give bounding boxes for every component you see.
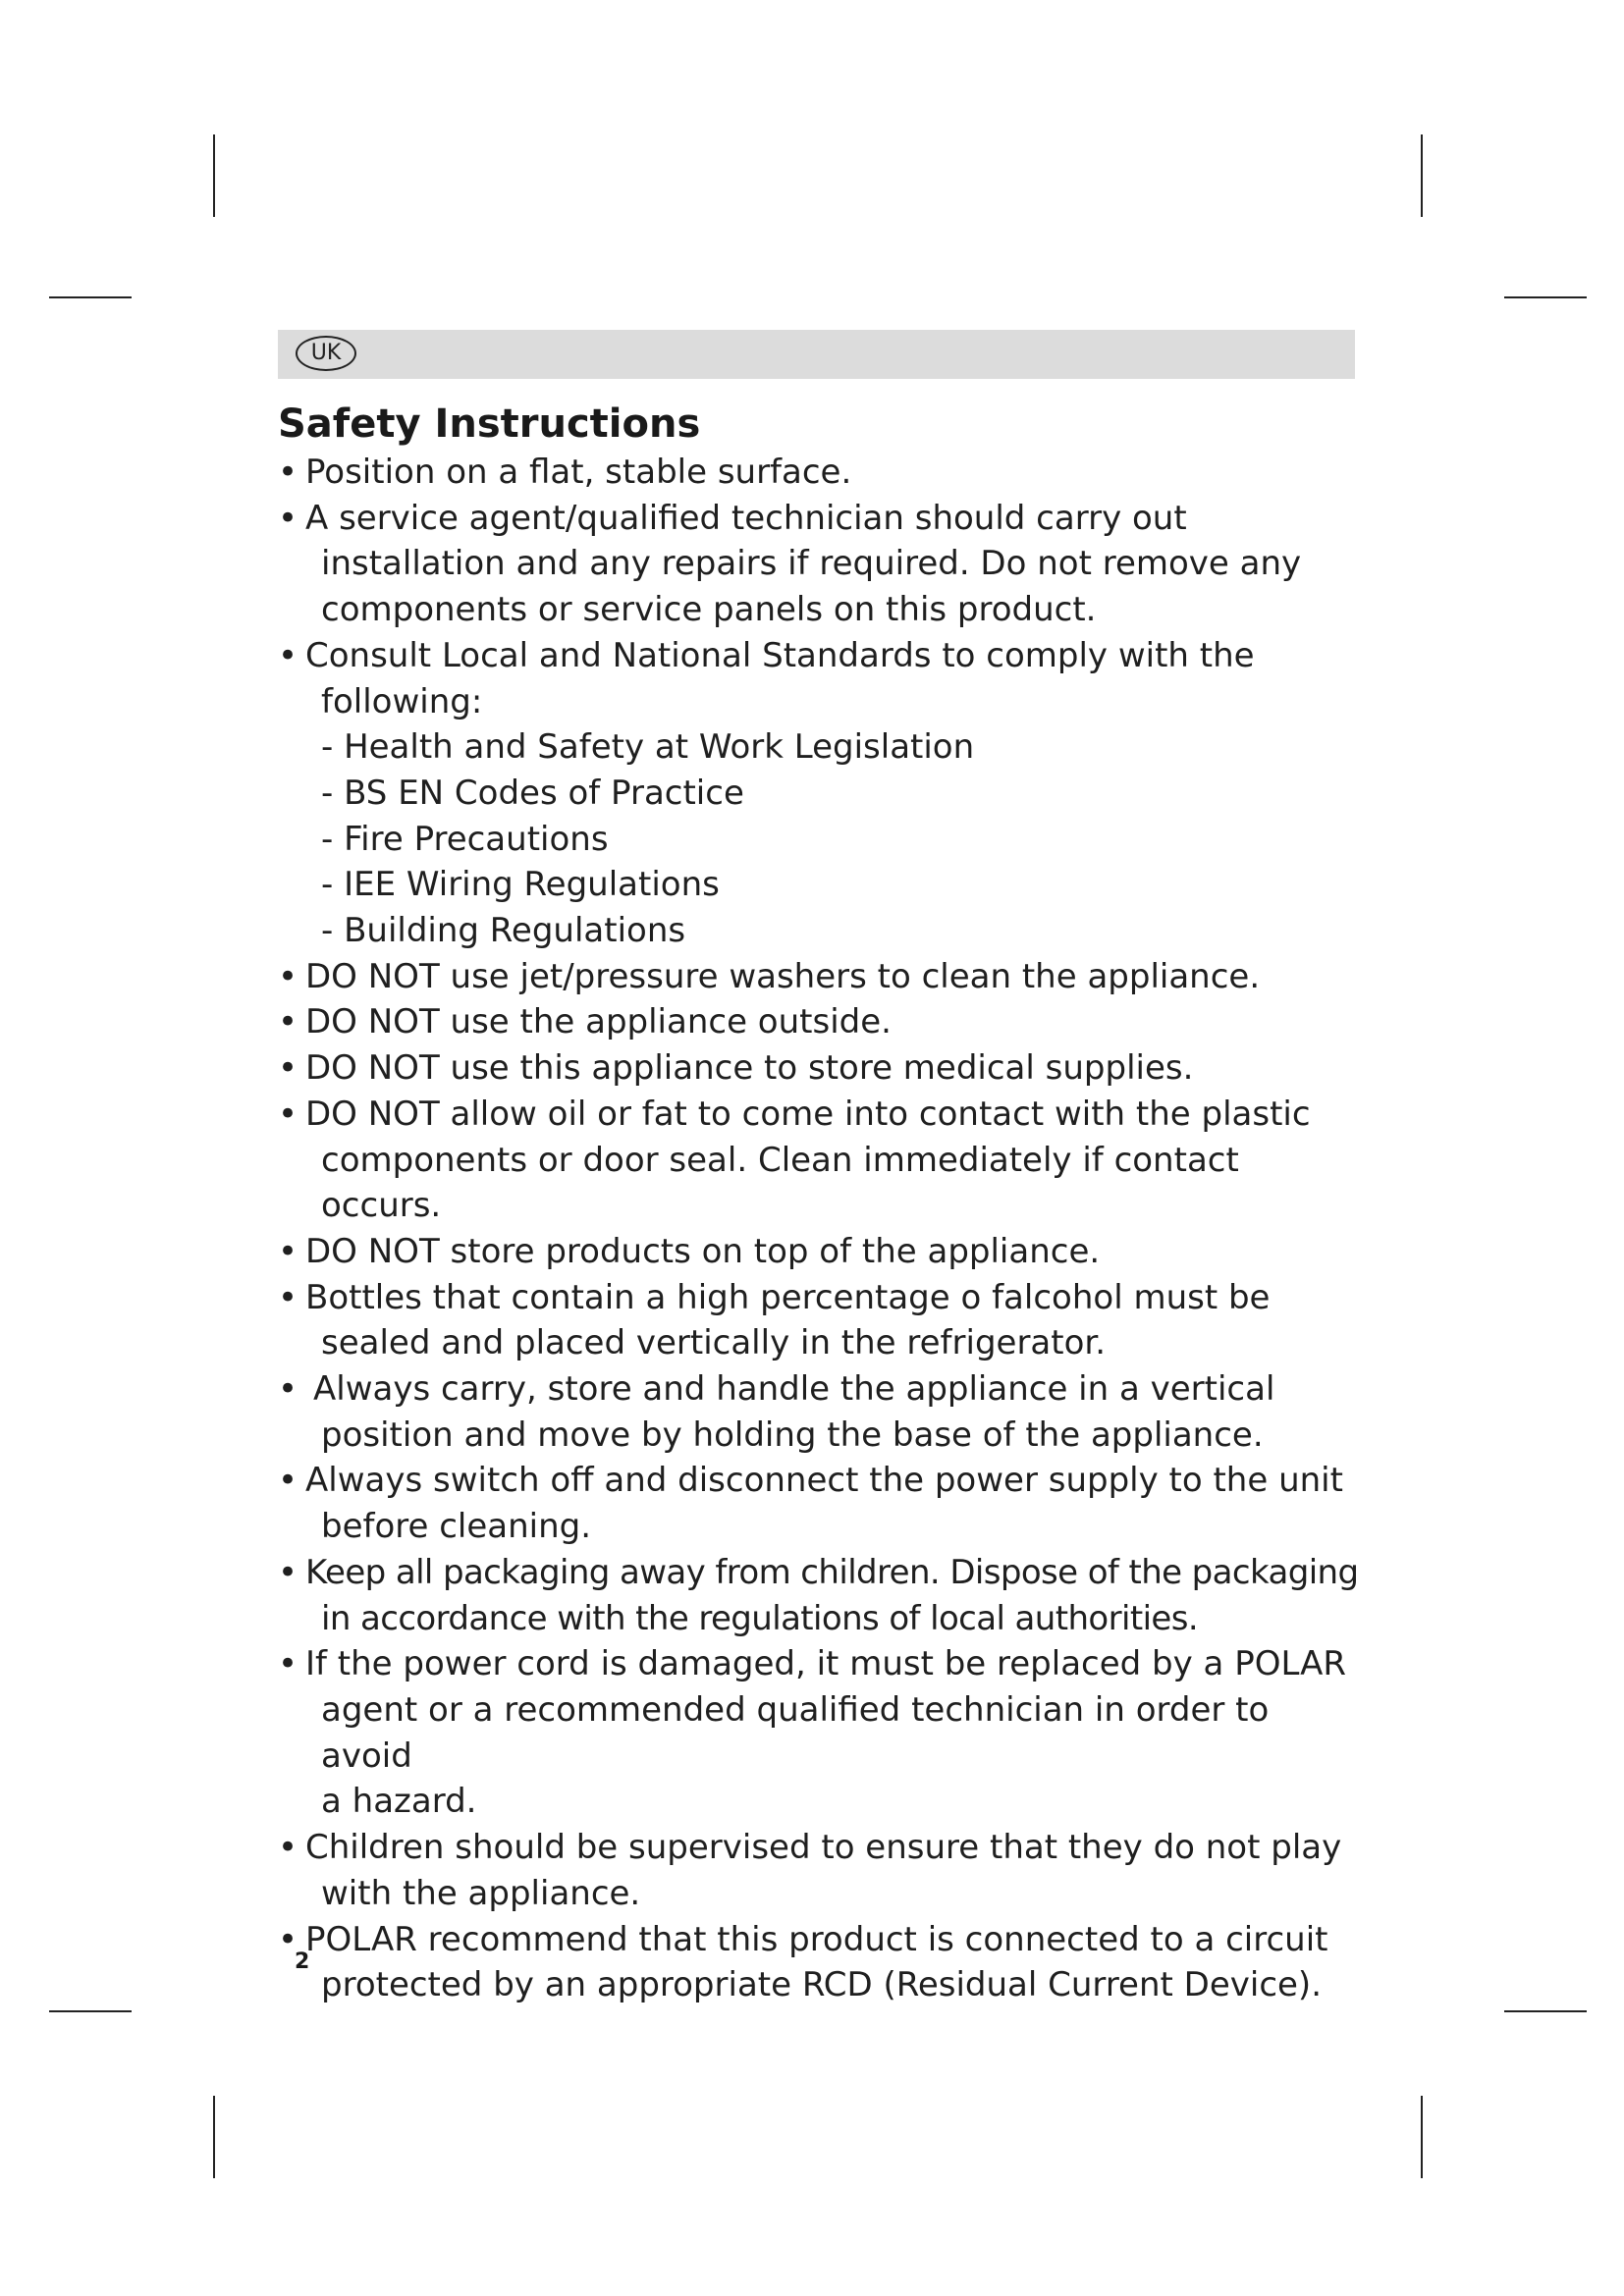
list-item: • DO NOT use this appliance to store medical supplies.: [278, 1048, 1194, 1089]
list-item-continuation: installation and any repairs if required. Do not remove any: [321, 544, 1302, 584]
list-item-continuation: components or service panels on this product.: [321, 590, 1097, 630]
sub-list-item: - BS EN Codes of Practice: [321, 773, 744, 813]
list-item: • Consult Local and National Standards to comply with the: [278, 635, 1255, 675]
list-item: • Keep all packaging away from children. Dispose of the packaging: [278, 1552, 1359, 1592]
sub-list-item: - Health and Safety at Work Legislation: [321, 727, 975, 768]
list-item: • Bottles that contain a high percentage o falcohol must be: [278, 1277, 1271, 1317]
list-item-continuation: position and move by holding the base of the appliance.: [321, 1415, 1264, 1455]
list-item-continuation: with the appliance.: [321, 1873, 641, 1913]
crop-mark-top-right-horizontal: [1504, 296, 1587, 298]
list-item: • If the power cord is damaged, it must be replaced by a POLAR: [278, 1644, 1347, 1684]
page-title: Safety Instructions: [278, 401, 701, 447]
list-item-continuation: sealed and placed vertically in the refrigerator.: [321, 1323, 1107, 1363]
list-item: • A service agent/qualified technician should carry out: [278, 498, 1187, 538]
page-number: 2: [295, 1949, 310, 1974]
list-item-continuation: before cleaning.: [321, 1507, 592, 1547]
list-item: • POLAR recommend that this product is connected to a circuit: [278, 1919, 1328, 1959]
list-item-continuation: a hazard.: [321, 1782, 477, 1822]
list-item: • DO NOT allow oil or fat to come into contact with the plastic: [278, 1094, 1311, 1134]
list-item: • Always switch off and disconnect the power supply to the unit: [278, 1461, 1343, 1501]
sub-list-item: - Fire Precautions: [321, 819, 609, 859]
list-item: • Always carry, store and handle the appliance in a vertical: [278, 1369, 1275, 1410]
crop-mark-bottom-left-vertical: [213, 2096, 215, 2178]
list-item-continuation: protected by an appropriate RCD (Residual Current Device).: [321, 1965, 1323, 2005]
sub-list-item: - IEE Wiring Regulations: [321, 865, 720, 905]
crop-mark-bottom-right-horizontal: [1504, 2010, 1587, 2012]
language-badge: UK: [296, 336, 356, 371]
list-item: • Children should be supervised to ensure that they do not play: [278, 1828, 1342, 1868]
language-header-bar: [278, 330, 1355, 379]
crop-mark-bottom-right-vertical: [1421, 2096, 1423, 2178]
crop-mark-bottom-left-horizontal: [49, 2010, 132, 2012]
crop-mark-top-left-horizontal: [49, 296, 132, 298]
list-item-continuation: agent or a recommended qualified technician in order to avoid: [321, 1689, 1270, 1776]
crop-mark-top-right-vertical: [1421, 134, 1423, 217]
list-item: • DO NOT store products on top of the appliance.: [278, 1231, 1101, 1271]
safety-instructions-list: [278, 450, 1368, 2008]
list-item-continuation: in accordance with the regulations of local authorities.: [321, 1598, 1199, 1638]
list-item: • DO NOT use jet/pressure washers to clean the appliance.: [278, 956, 1261, 996]
sub-list-item: - Building Regulations: [321, 911, 686, 951]
crop-mark-top-left-vertical: [213, 134, 215, 217]
list-item: • Position on a flat, stable surface.: [278, 453, 852, 492]
list-item-continuation: following:: [321, 681, 483, 721]
list-item: • DO NOT use the appliance outside.: [278, 1002, 892, 1042]
list-item-continuation: components or door seal. Clean immediately if contact occurs.: [321, 1140, 1239, 1226]
